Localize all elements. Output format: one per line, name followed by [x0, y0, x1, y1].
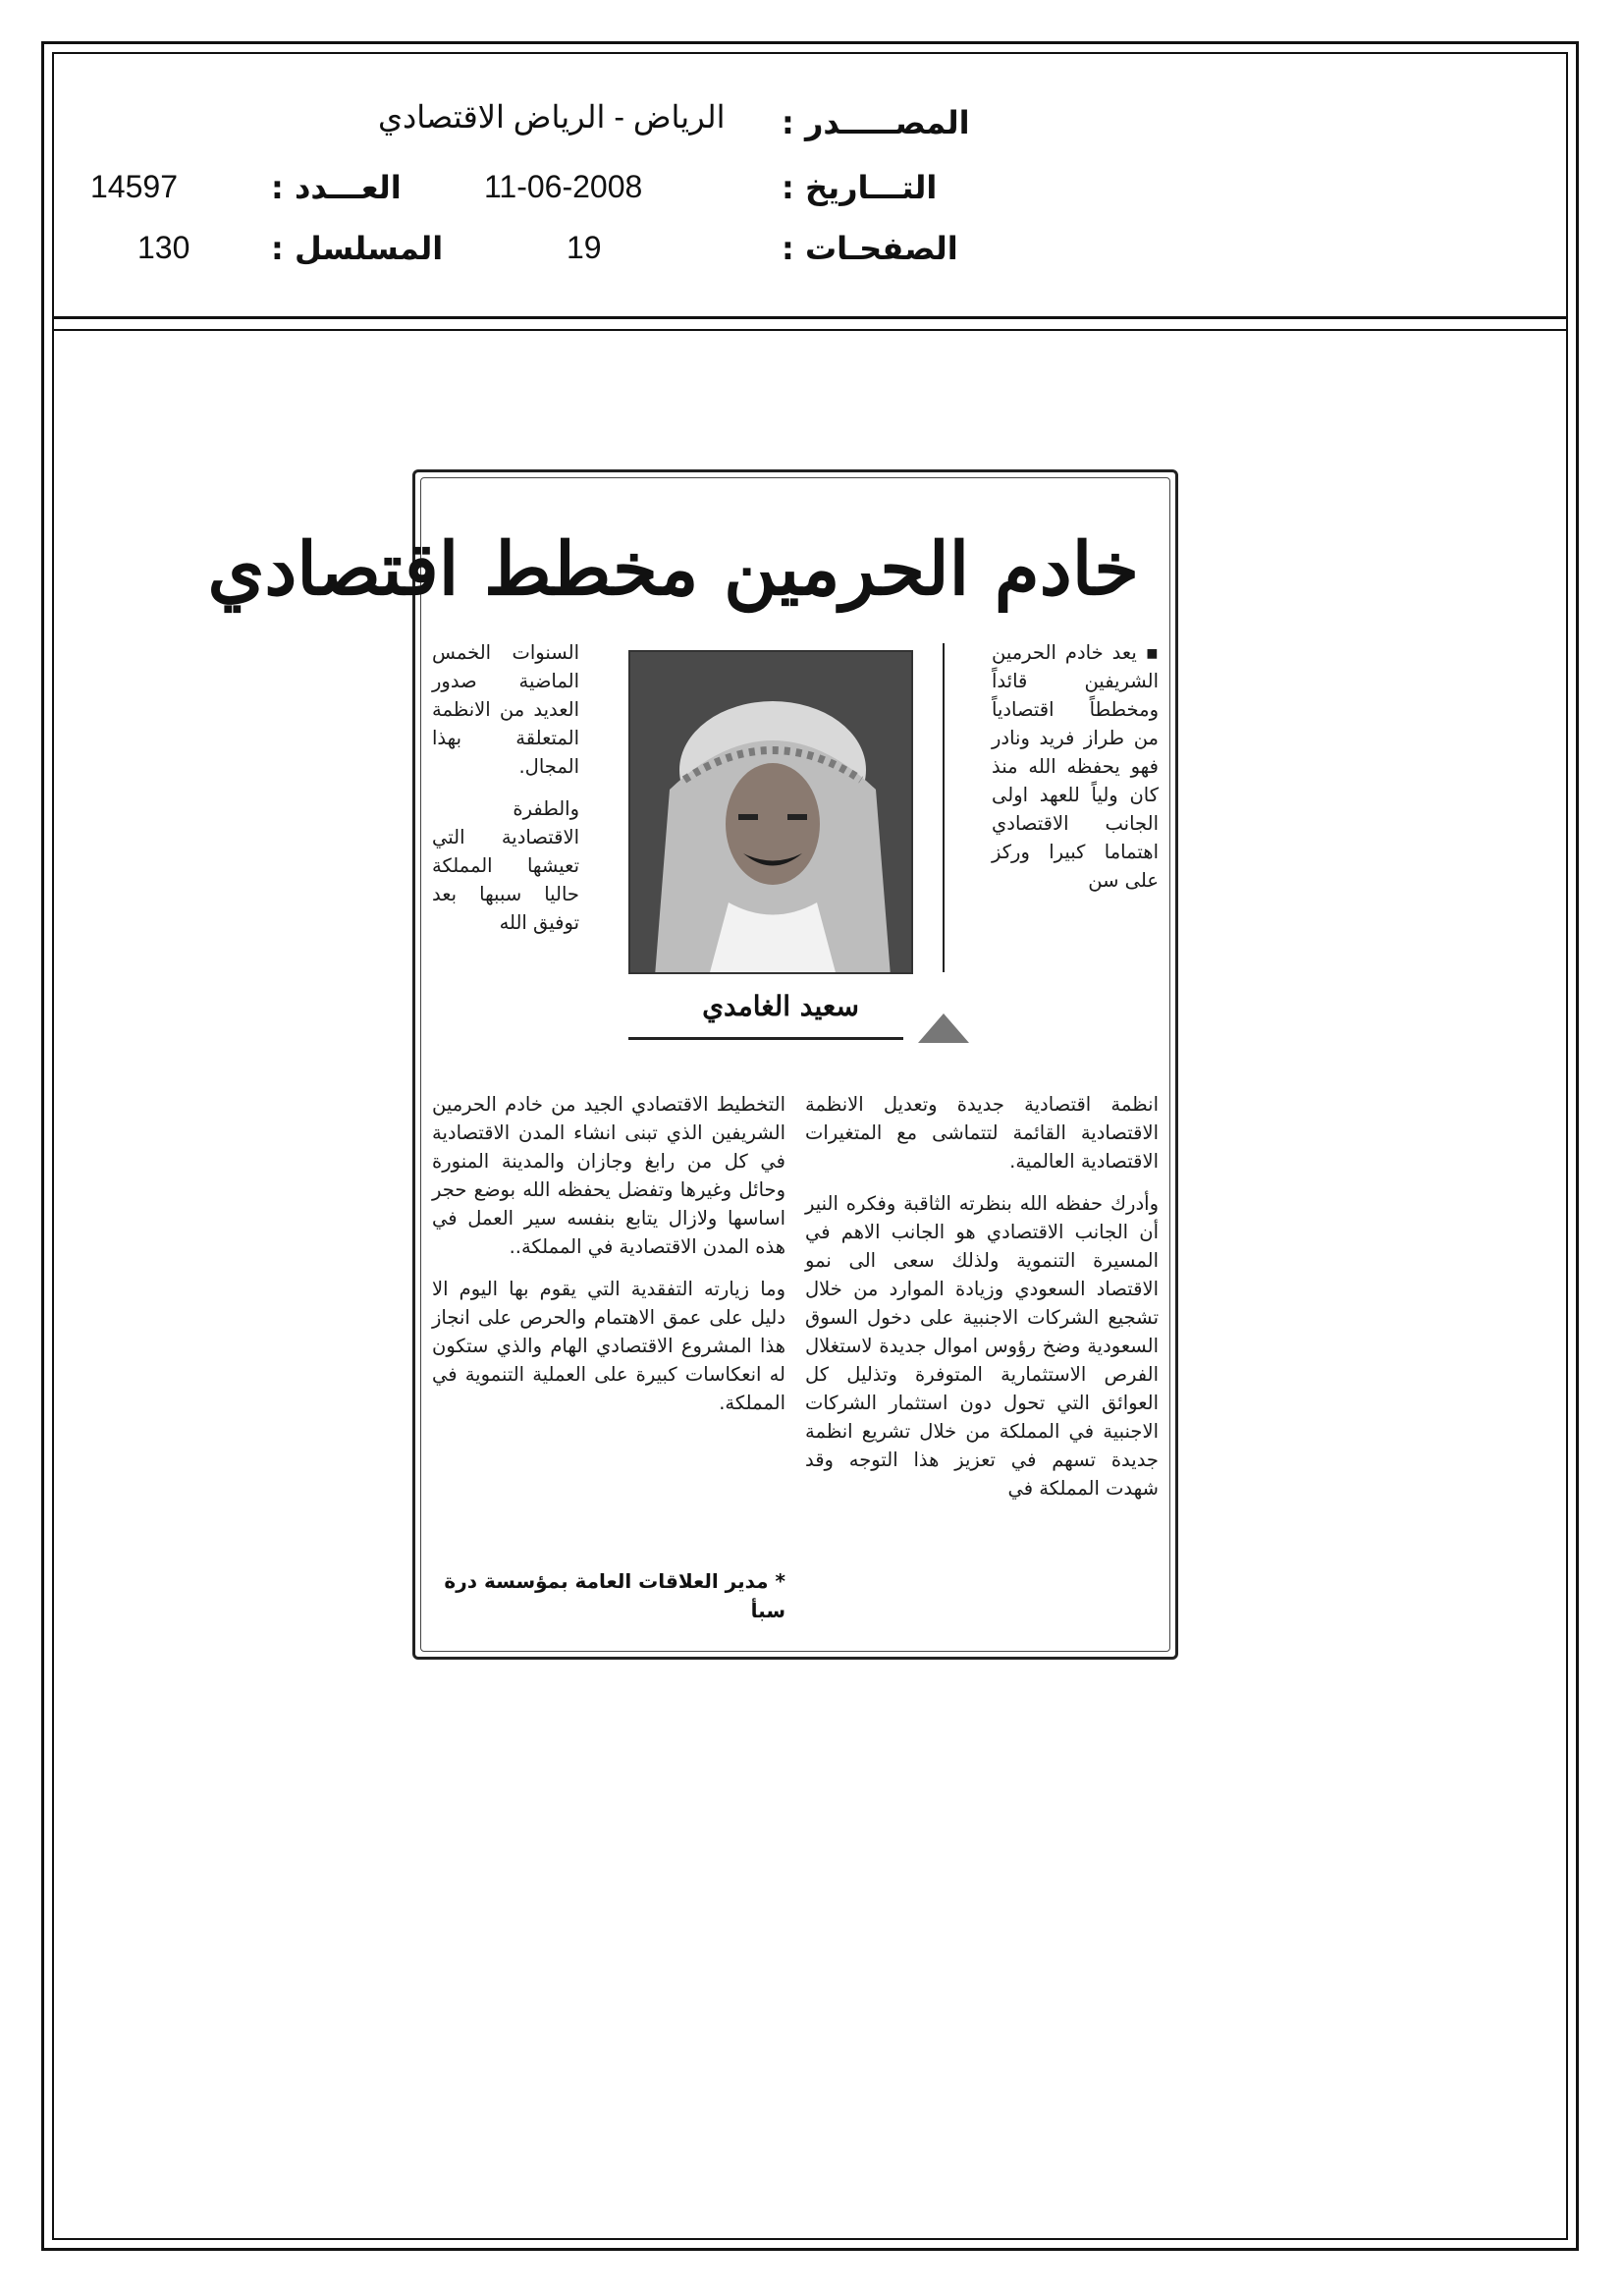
paragraph: انظمة اقتصادية جديدة وتعديل الانظمة الاقتصادية القائمة لتتماشى مع المتغيرات الاقتصادية العالمية. — [805, 1093, 1159, 1173]
serial-value: 130 — [137, 230, 190, 265]
date-colon: : — [782, 169, 794, 206]
issue-colon: : — [271, 169, 284, 206]
issue-label: العـــدد — [295, 169, 402, 206]
author-photo — [628, 650, 913, 974]
source-label: المصـــــدر — [805, 104, 970, 141]
header-divider-inner — [52, 329, 1568, 331]
paragraph: والطفرة الاقتصادية التي تعيشها المملكة حاليا سببها بعد توفيق الله — [432, 797, 579, 934]
article-column-left-top — [432, 638, 579, 951]
article-column-right-bottom — [805, 1090, 1159, 1516]
paragraph: وأدرك حفظه الله بنظرته الثاقبة وفكره النير أن الجانب الاقتصادي هو الجانب الاهم في المسيرة التنموية ولذلك سعى الى نمو الاقتصاد السعودي وزيادة الموارد من خلال تشجيع الشركات الاجنبية على دخول السوق السعودية وضخ رؤوس اموال جديدة لاستغلال الفرص الاستثمارية المتوفرة وتذليل كل العوائق التي تحول دون استثمار الشركات الاجنبية في المملكة من خلال تشريع انظمة جديدة تسهم في تعزيز هذا التوجه وقد شهدت المملكة في — [805, 1192, 1159, 1500]
triangle-ornament-icon — [918, 1013, 969, 1043]
paragraph: وما زيارته التفقدية التي يقوم بها اليوم الا دليل على عمق الاهتمام والحرص على انجاز هذا المشروع الاقتصادي الهام والذي ستكون له انعكاسات كبيرة على العملية التنموية في المملكة. — [432, 1278, 785, 1414]
source-colon: : — [782, 104, 794, 141]
column-rule — [943, 643, 945, 972]
pages-colon: : — [782, 230, 794, 267]
source-value: الرياض - الرياض الاقتصادي — [378, 99, 726, 135]
issue-value: 14597 — [90, 169, 178, 204]
serial-colon: : — [271, 230, 284, 267]
portrait-illustration — [630, 652, 913, 974]
header-divider — [52, 316, 1568, 319]
article-column-right-top — [992, 638, 1159, 908]
article-headline: خادم الحرمين مخطط اقتصادي — [207, 527, 1139, 612]
paragraph: السنوات الخمس الماضية صدور العديد من الانظمة المتعلقة بهذا المجال. — [432, 641, 579, 778]
date-value: 11-06-2008 — [484, 169, 643, 204]
author-footnote: * مدير العلاقات العامة بمؤسسة درة سبأ — [444, 1569, 785, 1622]
author-rule — [628, 1037, 903, 1040]
article-column-left-bottom — [432, 1090, 785, 1431]
pages-label: الصفحـات — [805, 230, 958, 267]
paragraph: ▪ يعد خادم الحرمين الشريفين قائداً ومخططاً اقتصادياً من طراز فريد ونادر فهو يحفظه الله منذ كان ولياً للعهد اولى الجانب الاقتصادي اهتماما كبيرا وركز على سن — [992, 641, 1159, 892]
date-label: التـــاريخ — [805, 169, 938, 206]
serial-label: المسلسل — [295, 230, 444, 267]
pages-value: 19 — [567, 230, 602, 265]
paragraph: التخطيط الاقتصادي الجيد من خادم الحرمين الشريفين الذي تبنى انشاء المدن الاقتصادية في كل من رابغ وجازان والمدينة المنورة وحائل وغيرها وتفضل يحفظه الله بوضع حجر اساسها ولازال يتابع بنفسه سير العمل في هذه المدن الاقتصادية في المملكة.. — [432, 1093, 785, 1258]
author-name: سعيد الغامدي — [702, 990, 859, 1022]
